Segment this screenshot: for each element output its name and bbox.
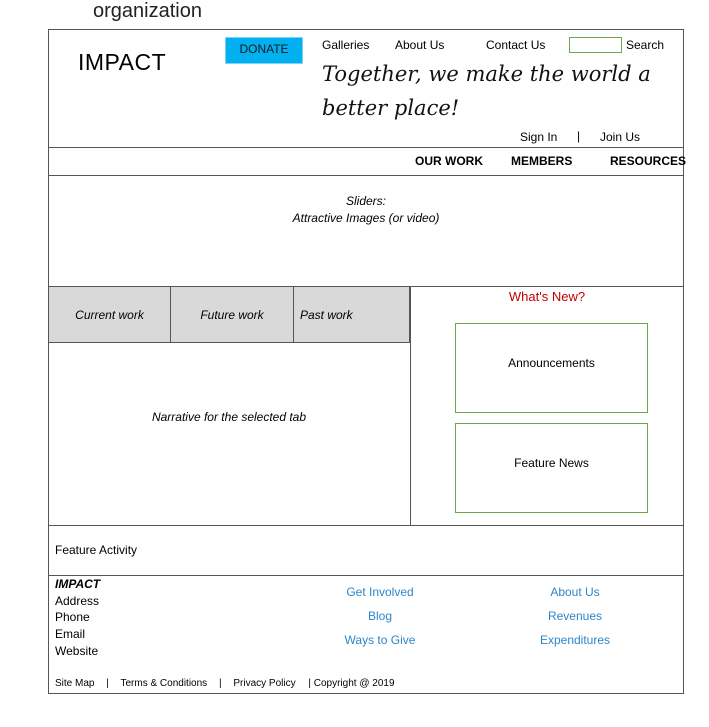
separator: |: [106, 678, 109, 689]
divider: [48, 575, 684, 576]
announcements-label: Announcements: [508, 356, 595, 370]
slider-description: Attractive Images (or video): [292, 211, 440, 225]
slider-title: Sliders:: [345, 194, 386, 208]
join-us-link[interactable]: Join Us: [600, 130, 641, 144]
tagline: Together, we make the world a better place!: [322, 62, 651, 120]
footer-bottom-bar: [55, 678, 395, 689]
feature-activity: Feature Activity: [55, 543, 138, 557]
nav-link-about[interactable]: About Us: [395, 38, 445, 52]
terms-link[interactable]: Terms & Conditions: [120, 678, 208, 689]
separator: |: [577, 129, 581, 143]
footer-link-ways-to-give[interactable]: Ways to Give: [344, 633, 416, 647]
search-label[interactable]: Search: [626, 38, 665, 52]
page-caption: organization: [93, 0, 202, 22]
whats-new-title: What's New?: [508, 289, 586, 304]
footer-phone: Phone: [55, 610, 90, 624]
nav-resources[interactable]: RESOURCES: [610, 154, 687, 168]
nav-members[interactable]: MEMBERS: [511, 154, 573, 168]
nav-our-work[interactable]: OUR WORK: [415, 154, 483, 168]
tab-current-work[interactable]: [49, 287, 171, 342]
nav-link-galleries[interactable]: Galleries: [322, 38, 370, 52]
divider: [48, 525, 684, 526]
separator: |: [218, 678, 222, 689]
tab-past-work[interactable]: [294, 287, 410, 342]
footer-link-about-us[interactable]: About Us: [550, 585, 600, 599]
tab-label: Future work: [200, 307, 264, 322]
footer-website: Website: [55, 644, 99, 658]
footer-email: Email: [55, 627, 86, 641]
divider: [48, 147, 684, 148]
tab-future-work[interactable]: [171, 287, 294, 342]
donate-button[interactable]: DONATE: [225, 37, 303, 64]
privacy-policy-link[interactable]: Privacy Policy: [233, 678, 296, 689]
footer-link-revenues[interactable]: Revenues: [547, 609, 603, 623]
feature-news-label: Feature News: [514, 456, 589, 470]
tab-label: Past work: [300, 307, 353, 322]
footer-link-expenditures[interactable]: Expenditures: [539, 633, 611, 647]
feature-news-box[interactable]: [455, 423, 648, 513]
footer-link-blog[interactable]: Blog: [367, 609, 393, 623]
tab-label: Current work: [75, 307, 144, 322]
site-map-link[interactable]: Site Map: [55, 678, 95, 689]
footer-org-name: IMPACT: [55, 577, 101, 591]
announcements-box[interactable]: [455, 323, 648, 413]
copyright: | Copyright @ 2019: [308, 678, 395, 689]
divider: [48, 342, 410, 343]
divider: [48, 175, 684, 176]
site-logo[interactable]: IMPACT: [78, 49, 167, 75]
divider: [410, 286, 411, 525]
footer-link-get-involved[interactable]: Get Involved: [346, 585, 414, 599]
nav-link-contact[interactable]: Contact Us: [486, 38, 546, 52]
footer-address: Address: [55, 594, 100, 608]
search-input[interactable]: [569, 37, 622, 53]
sign-in-link[interactable]: Sign In: [520, 130, 558, 144]
tab-panel-narrative: Narrative for the selected tab: [151, 410, 307, 424]
